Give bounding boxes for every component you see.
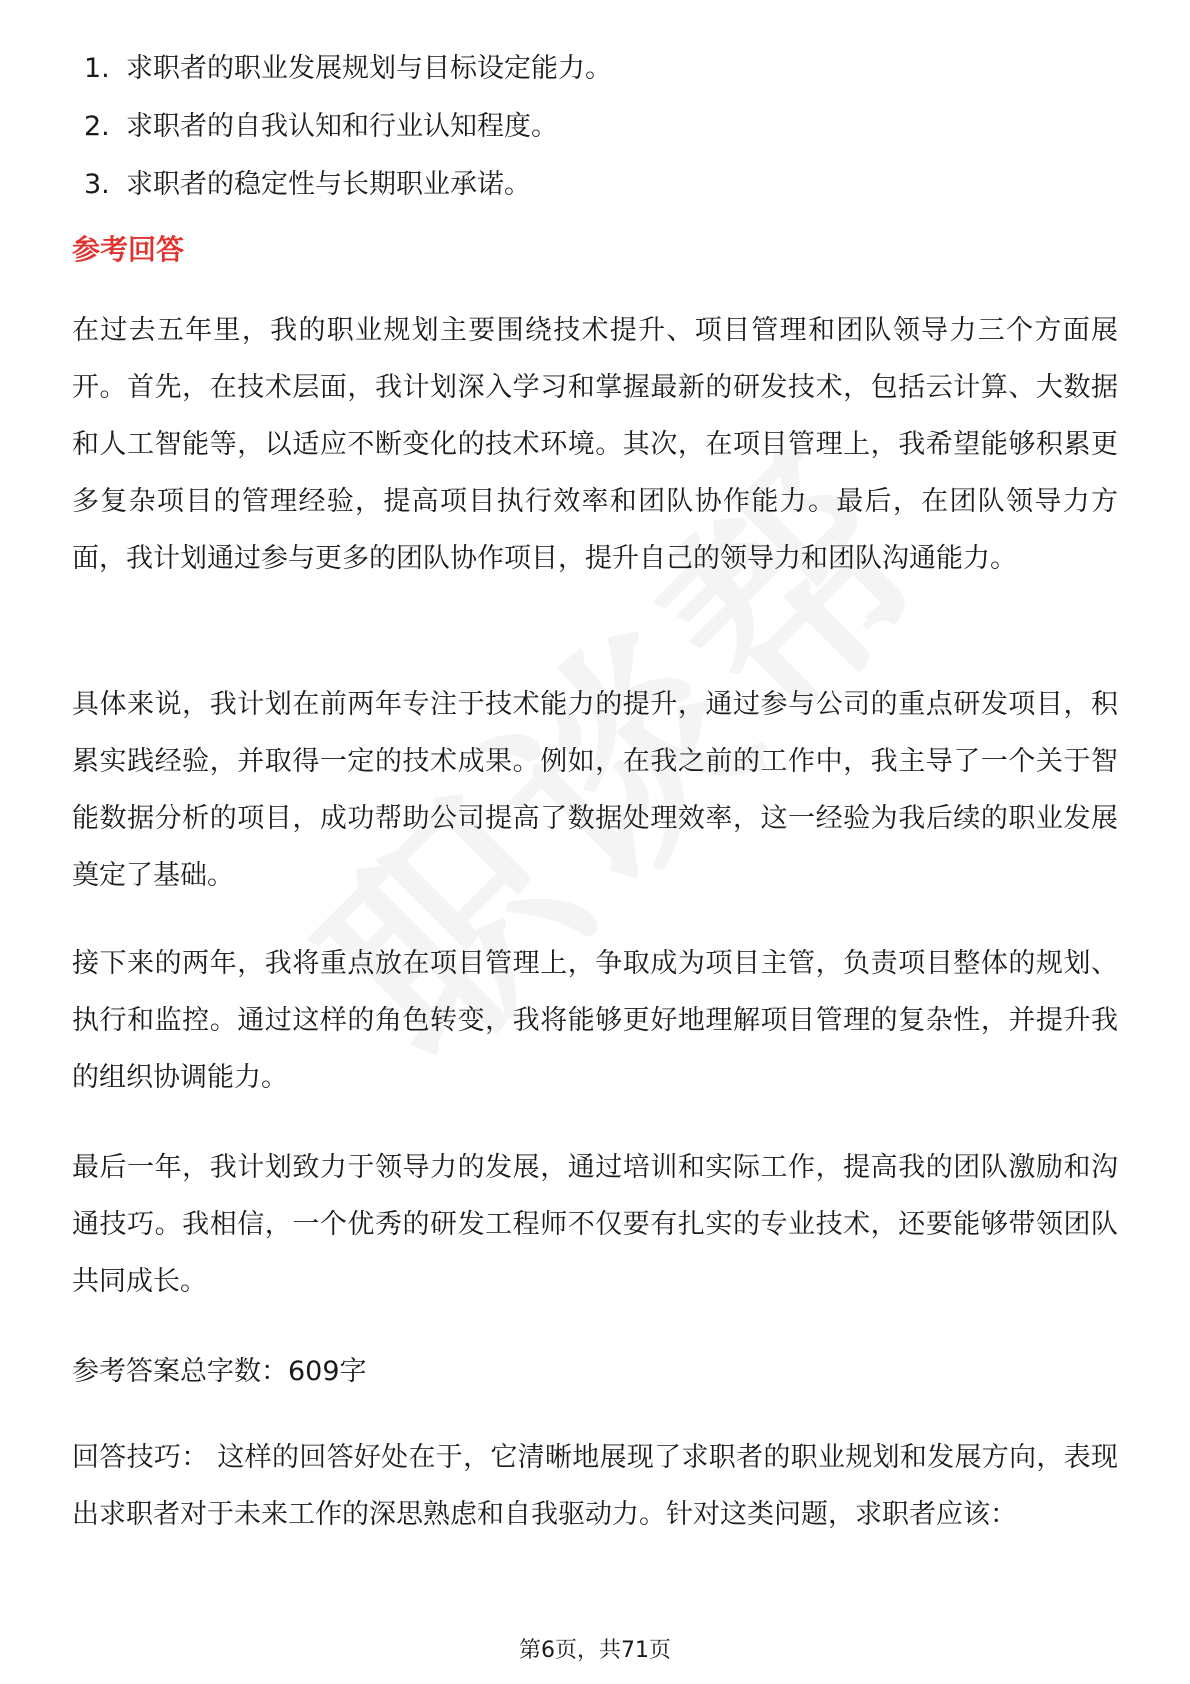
page-footer: 第6页，共71页: [519, 1638, 671, 1663]
section-heading: 参考回答: [72, 233, 185, 266]
list-item: [84, 40, 1114, 98]
list-text: 求职者的稳定性与长期职业承诺。: [126, 169, 531, 200]
answer-paragraph: 具体来说，我计划在前两年专注于技术能力的提升，通过参与公司的重点研发项目，积累实践经验，并取得一定的技术成果。例如，在我之前的工作中，我主导了一个关于智能数据分析的项目，成功帮助公司提高了数据处理效率，这一经验为我后续的职业发展奠定了基础。: [72, 689, 1118, 891]
list-text: 求职者的职业发展规划与目标设定能力。: [126, 53, 612, 84]
answer-paragraph: 在过去五年里，我的职业规划主要围绕技术提升、项目管理和团队领导力三个方面展开。首先，在技术层面，我计划深入学习和掌握最新的研发技术，包括云计算、大数据和人工智能等，以适应不断变化的技术环境。其次，在项目管理上，我希望能够积累更多复杂项目的管理经验，提高项目执行效率和团队协作能力。最后，在团队领导力方面，我计划通过参与更多的团队协作项目，提升自己的领导力和团队沟通能力。: [72, 315, 1118, 574]
list-number: 2.: [84, 111, 110, 142]
answer-paragraph: 最后一年，我计划致力于领导力的发展，通过培训和实际工作，提高我的团队激励和沟通技巧。我相信，一个优秀的研发工程师不仅要有扎实的专业技术，还要能够带领团队共同成长。: [72, 1152, 1118, 1297]
list-number: 1.: [84, 53, 110, 84]
answer-paragraph: 接下来的两年，我将重点放在项目管理上，争取成为项目主管，负责项目整体的规划、执行和监控。通过这样的角色转变，我将能够更好地理解项目管理的复杂性，并提升我的组织协调能力。: [72, 948, 1118, 1093]
word-count: 参考答案总字数：609字: [72, 1356, 367, 1387]
list-text: 求职者的自我认知和行业认知程度。: [126, 111, 558, 142]
evaluation-points-list: [84, 40, 1114, 214]
answer-tips: 回答技巧： 这样的回答好处在于，它清晰地展现了求职者的职业规划和发展方向，表现出求职者对于未来工作的深思熟虑和自我驱动力。针对这类问题，求职者应该：: [72, 1442, 1118, 1530]
list-item: [84, 98, 1114, 156]
list-number: 3.: [84, 169, 110, 200]
list-item: [84, 156, 1114, 214]
